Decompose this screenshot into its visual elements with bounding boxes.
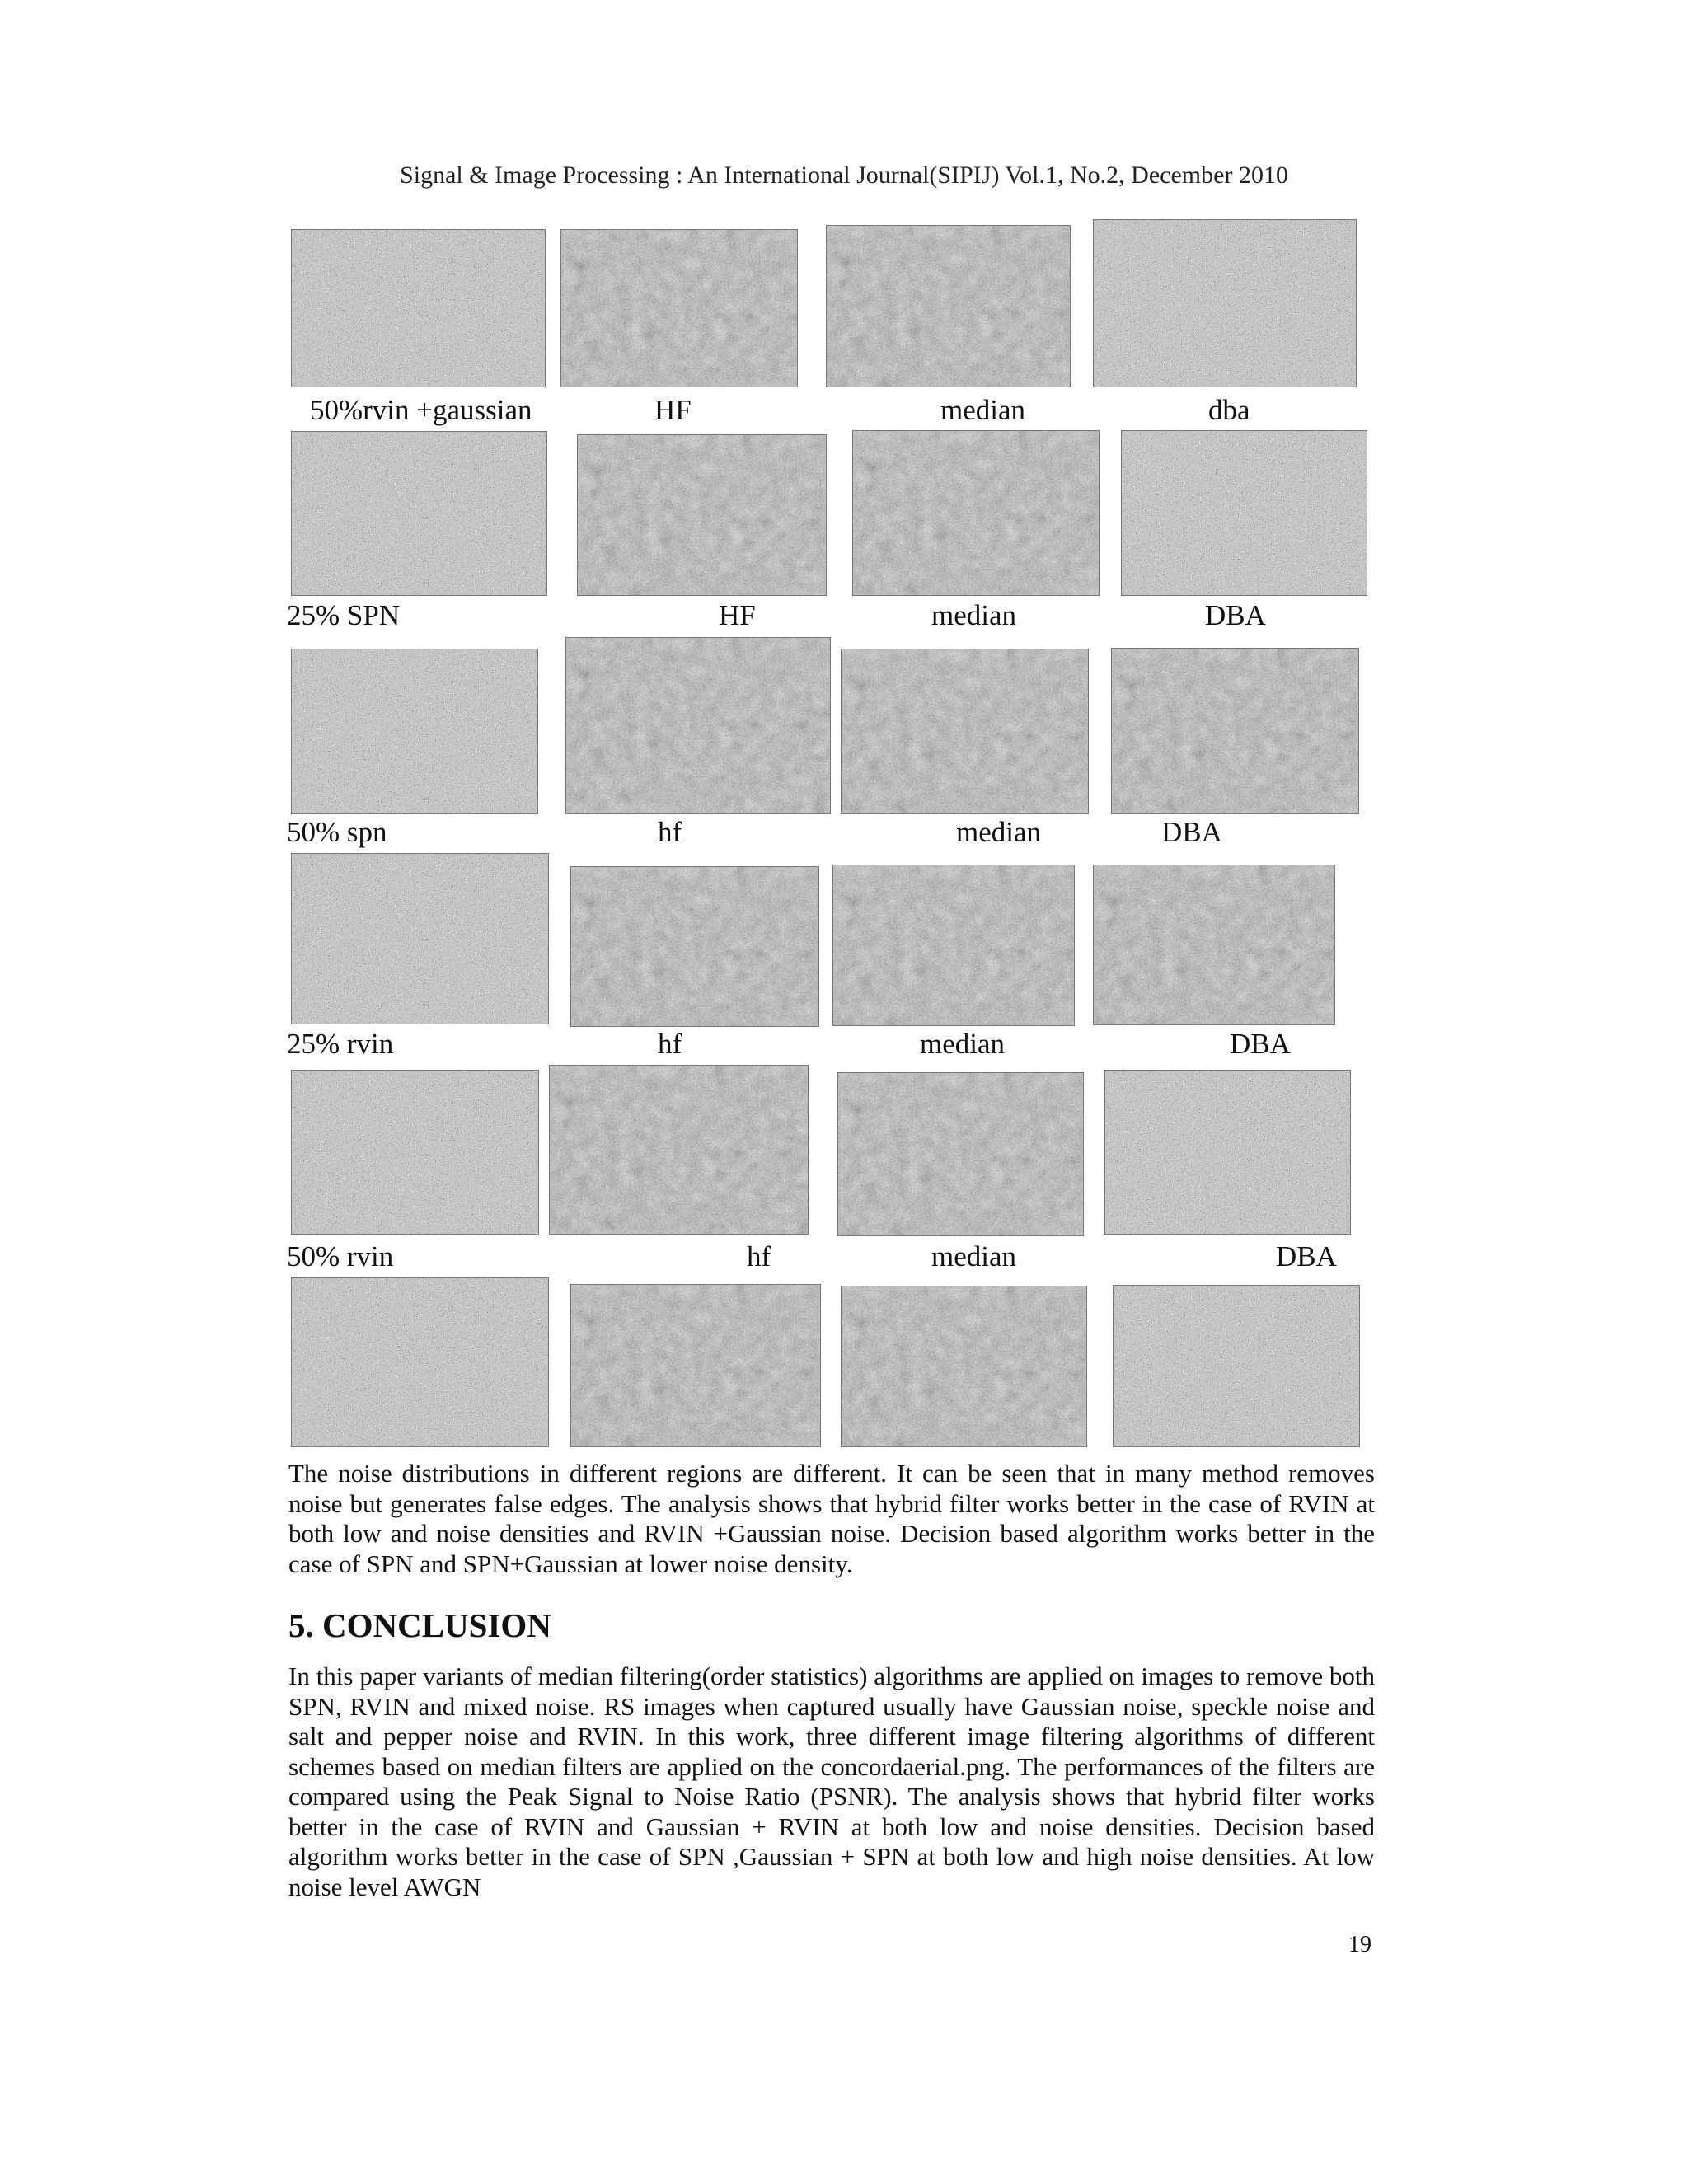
figure-image-noisy: [291, 1070, 539, 1235]
figure-image-noisy: [291, 649, 538, 814]
figure-caption: HF: [654, 394, 692, 426]
figure-image-noisy: [291, 431, 547, 596]
results-paragraph: The noise distributions in different regions are different. It can be seen that in many method removes noise but generates false edges. The analysis shows that hybrid filter works better in the case of RVIN at both low and noise densities and RVIN +Gaussian noise. Decision based algorithm works better in the case of SPN and SPN+Gaussian at lower noise density.: [288, 1459, 1375, 1578]
figure-caption: DBA: [1230, 1028, 1291, 1060]
figure-caption: dba: [1208, 394, 1250, 426]
conclusion-paragraph: In this paper variants of median filtering(order statistics) algorithms are applied on images to remove both SPN, RVIN and mixed noise. RS images when captured usually have Gaussian noise, speckle noise and salt and pepper noise and RVIN. In this work, three different image filtering algorithms of different schemes based on median filters are applied on the concordaerial.png. The performances of the filters are compared using the Peak Signal to Noise Ratio (PSNR). The analysis shows that hybrid filter works better in the case of RVIN and Gaussian + RVIN at both low and noise densities. Decision based algorithm works better in the case of SPN ,Gaussian + SPN at both low and high noise densities. At low noise level AWGN: [288, 1661, 1375, 1901]
figure-image-noisy: [291, 853, 549, 1024]
figure-image-filtered: [565, 637, 831, 814]
figure-image-filtered: [826, 225, 1071, 387]
figure-caption: 50% spn: [287, 816, 387, 848]
figure-image-filtered: [841, 1286, 1087, 1447]
figure-caption: 25% SPN: [287, 599, 401, 631]
figure-caption: median: [931, 599, 1017, 631]
figure-image-filtered: [837, 1072, 1084, 1236]
figure-caption: DBA: [1161, 816, 1222, 848]
figure-caption: hf: [658, 1028, 682, 1060]
figure-image-filtered: [570, 1284, 821, 1447]
figure-image-filtered: [832, 865, 1075, 1026]
figure-caption: 50%rvin +gaussian: [310, 394, 532, 426]
figure-image-noisy: [291, 229, 546, 387]
figure-image-noisy: [1093, 219, 1357, 387]
figure-caption: HF: [719, 599, 756, 631]
figure-caption: hf: [658, 816, 682, 848]
figure-caption: DBA: [1205, 599, 1266, 631]
figure-caption: median: [956, 816, 1042, 848]
figure-image-filtered: [1093, 865, 1335, 1025]
figure-image-filtered: [1111, 648, 1359, 814]
figure-caption: 50% rvin: [287, 1240, 394, 1272]
figure-caption: 25% rvin: [287, 1028, 394, 1060]
figure-caption: DBA: [1276, 1240, 1337, 1272]
journal-header: Signal & Image Processing : An International Journal(SIPIJ) Vol.1, No.2, December 2010: [400, 162, 1288, 189]
figure-image-noisy: [1113, 1285, 1360, 1447]
figure-image-filtered: [570, 866, 819, 1027]
figure-caption: median: [931, 1240, 1017, 1272]
section-heading: 5. CONCLUSION: [288, 1606, 551, 1644]
figure-image-noisy: [1104, 1070, 1351, 1235]
figure-image-filtered: [577, 434, 827, 596]
figure-caption: median: [920, 1028, 1006, 1060]
figure-image-noisy: [1121, 430, 1367, 596]
figure-image-filtered: [560, 229, 798, 387]
figure-image-filtered: [841, 649, 1089, 814]
figure-caption: median: [940, 394, 1026, 426]
figure-image-filtered: [549, 1065, 809, 1235]
figure-image-noisy: [291, 1277, 549, 1447]
figure-caption: hf: [747, 1240, 771, 1272]
page-number: 19: [1348, 1932, 1372, 1957]
figure-image-filtered: [852, 430, 1100, 596]
